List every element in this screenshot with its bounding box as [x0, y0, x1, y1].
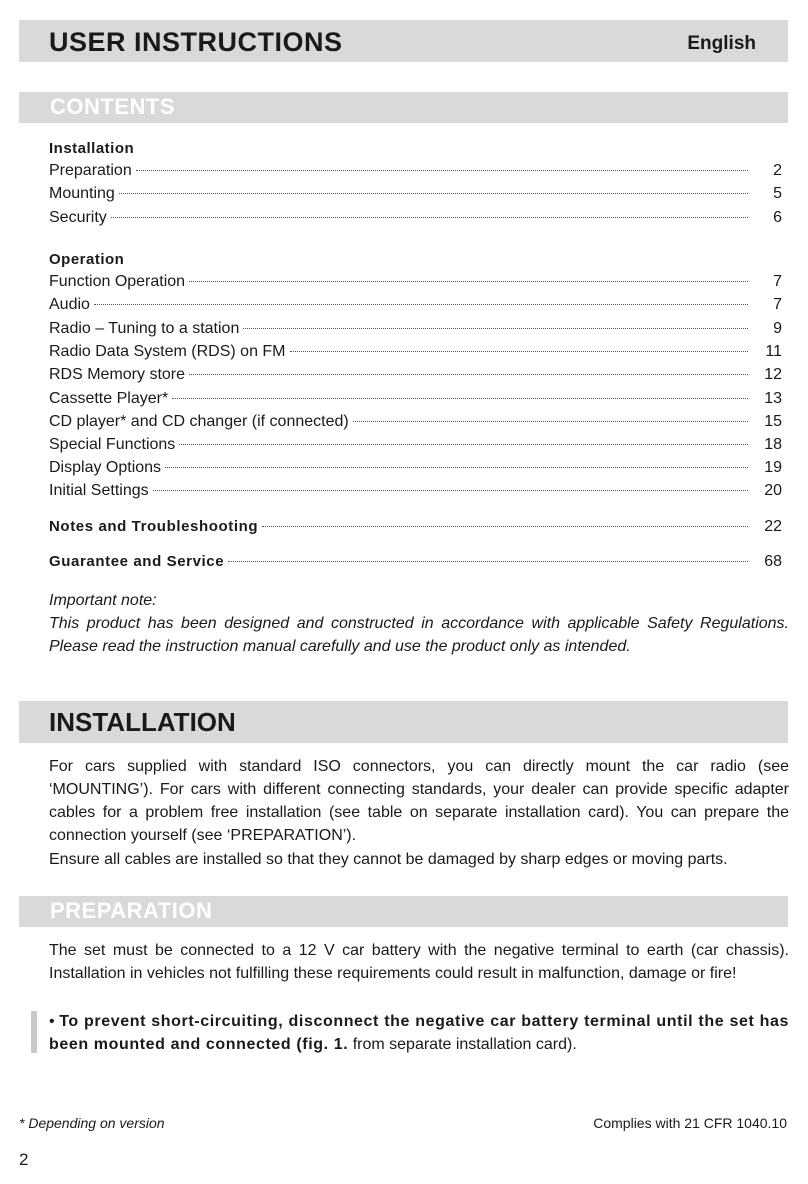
toc-item-notes: Notes and Troubleshooting 22	[49, 518, 782, 535]
installation-paragraph: For cars supplied with standard ISO connectors, you can directly mount the car radio (see ‘MOUNTING’). For cars with different connecting standards, your dealer can provide specific adapter cables for a problem free installation (see table on separate installation card). You can prepare the connection yourself (see ‘PREPARATION’).	[49, 758, 789, 844]
warning-marker	[31, 1011, 37, 1053]
toc-section-installation: Installation	[49, 140, 135, 157]
title-bar	[19, 20, 788, 62]
toc-item: Special Functions 18	[49, 436, 782, 453]
toc-item: Initial Settings 20	[49, 482, 782, 499]
compliance-note: Complies with 21 CFR 1040.10	[593, 1115, 787, 1131]
toc-item: RDS Memory store 12	[49, 366, 782, 383]
installation-heading-bar	[19, 701, 788, 743]
important-note-label: Important note:	[49, 592, 157, 609]
toc-item: Function Operation 7	[49, 273, 782, 290]
important-note-text: This product has been designed and constructed in accordance with applicable Safety Regulations. Please read the instruction manual carefully and use the product only as intended.	[49, 615, 789, 655]
installation-paragraph-cables: Ensure all cables are installed so that they cannot be damaged by sharp edges or moving parts.	[49, 851, 728, 868]
toc-item: Display Options 19	[49, 459, 782, 476]
warning-rest-text: from separate installation card).	[348, 1036, 577, 1053]
preparation-paragraph: The set must be connected to a 12 V car battery with the negative terminal to earth (car chassis). Installation in vehicles not fulfilling these requirements could result in malfunction, damage or fire!	[49, 942, 789, 982]
toc-section-operation: Operation	[49, 251, 125, 268]
preparation-heading: PREPARATION	[50, 898, 213, 923]
toc-item: Radio Data System (RDS) on FM 11	[49, 343, 782, 360]
warning-bullet: • To prevent short-circuiting, disconnect the negative car battery terminal until the set has been mounted and connected (fig. 1. from separate installation card).	[49, 1013, 789, 1053]
toc-item: Audio 7	[49, 296, 782, 313]
toc-item: Preparation 2	[49, 162, 782, 179]
language-label: English	[687, 33, 756, 54]
toc-item: Security 6	[49, 209, 782, 226]
toc-item: Radio – Tuning to a station 9	[49, 320, 782, 337]
contents-heading: CONTENTS	[50, 94, 175, 119]
contents-heading-bar	[19, 92, 788, 123]
page-number: 2	[19, 1150, 29, 1169]
preparation-heading-bar	[19, 896, 788, 927]
toc-item: Mounting 5	[49, 185, 782, 202]
toc-item: CD player* and CD changer (if connected) 15	[49, 413, 782, 430]
warning-bold-text: To prevent short-circuiting, disconnect the negative car battery terminal until the set has been mounted and connected (fig. 1.	[49, 1013, 789, 1053]
page-title: USER INSTRUCTIONS	[49, 27, 343, 57]
toc-item-guarantee: Guarantee and Service 68	[49, 553, 782, 570]
toc-item: Cassette Player* 13	[49, 390, 782, 407]
footnote: * Depending on version	[19, 1115, 165, 1131]
installation-heading: INSTALLATION	[49, 707, 236, 737]
